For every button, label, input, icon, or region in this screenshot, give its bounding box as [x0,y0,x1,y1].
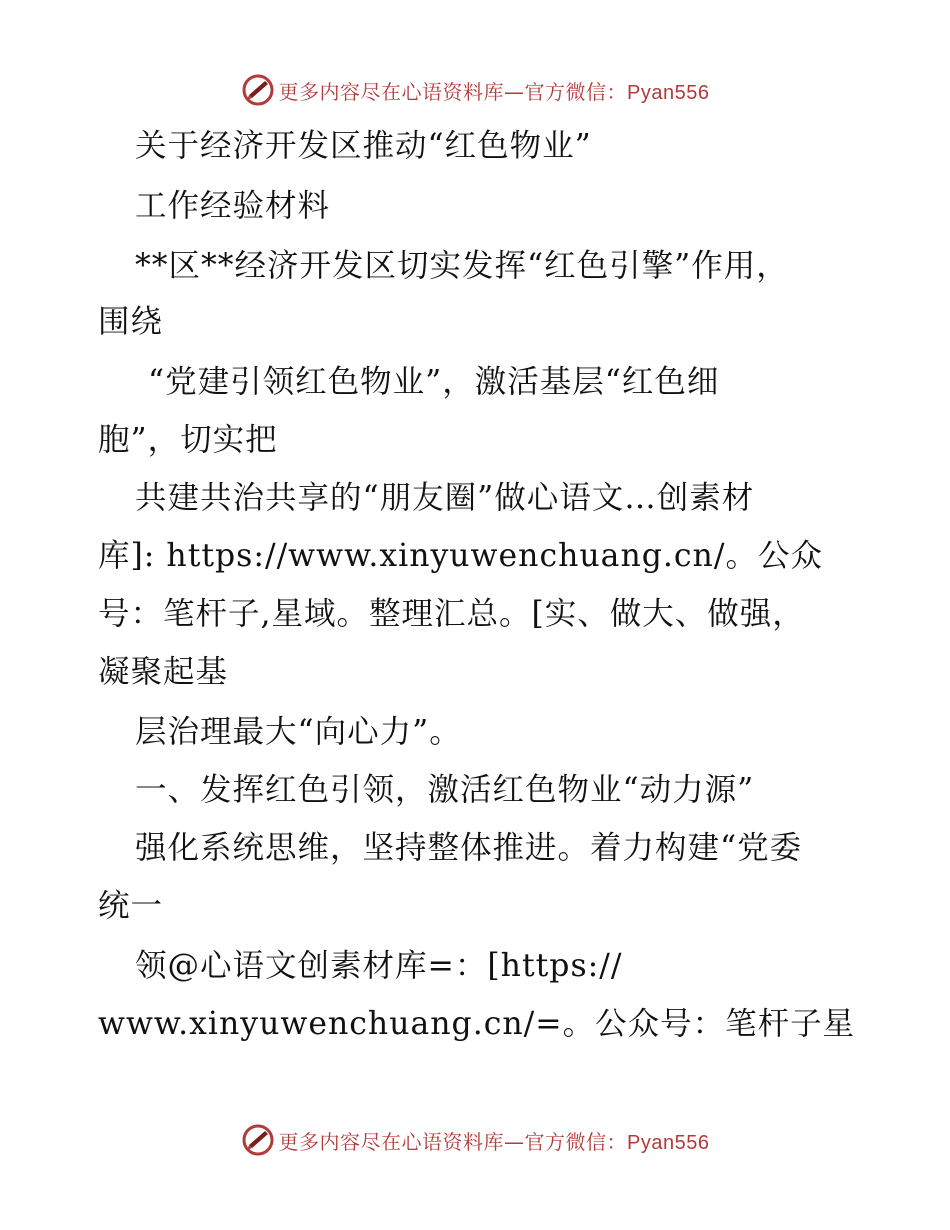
banner-text: 更多内容尽在心语资料库—官方微信：Pyan556 [278,79,710,104]
doc-title-line-2: 工作经验材料 [135,188,331,224]
pen-logo-icon [241,73,275,107]
paragraph-line: 统一 [98,888,164,924]
wechat-id: Pyan556 [627,81,710,104]
wechat-id: Pyan556 [627,1131,710,1154]
paragraph-line: **区**经济开发区切实发挥“红色引擎”作用， [135,248,789,284]
pen-logo-icon [241,1123,275,1157]
paragraph-line: 胞”，切实把 [98,422,278,458]
section-heading: 一、发挥红色引领，激活红色物业“动力源” [135,772,755,808]
paragraph-line: 围绕 [98,304,164,340]
doc-title-line-1: 关于经济开发区推动“红色物业” [135,128,592,164]
paragraph-line: 凝聚起基 [98,654,229,690]
paragraph-line: 共建共治共享的“朋友圈”做心语文…创素材 [135,480,755,516]
paragraph-line: 号：笔杆子,星域。整理汇总。[实、做大、做强， [98,596,805,632]
footer-banner [0,1120,950,1160]
paragraph-line: 领@心语文创素材库=：[https:// [135,948,623,984]
paragraph-line: 库]: https://www.xinyuwenchuang.cn/。公众 [98,538,823,574]
paragraph-line: www.xinyuwenchuang.cn/=。公众号：笔杆子星 [98,1006,856,1042]
paragraph-line: 层治理最大“向心力”。 [135,714,462,750]
paragraph-line: “党建引领红色物业”，激活基层“红色细 [148,364,720,400]
paragraph-line: 强化系统思维，坚持整体推进。着力构建“党委 [135,830,803,866]
banner-text: 更多内容尽在心语资料库—官方微信：Pyan556 [278,1129,710,1154]
header-banner [0,70,950,110]
